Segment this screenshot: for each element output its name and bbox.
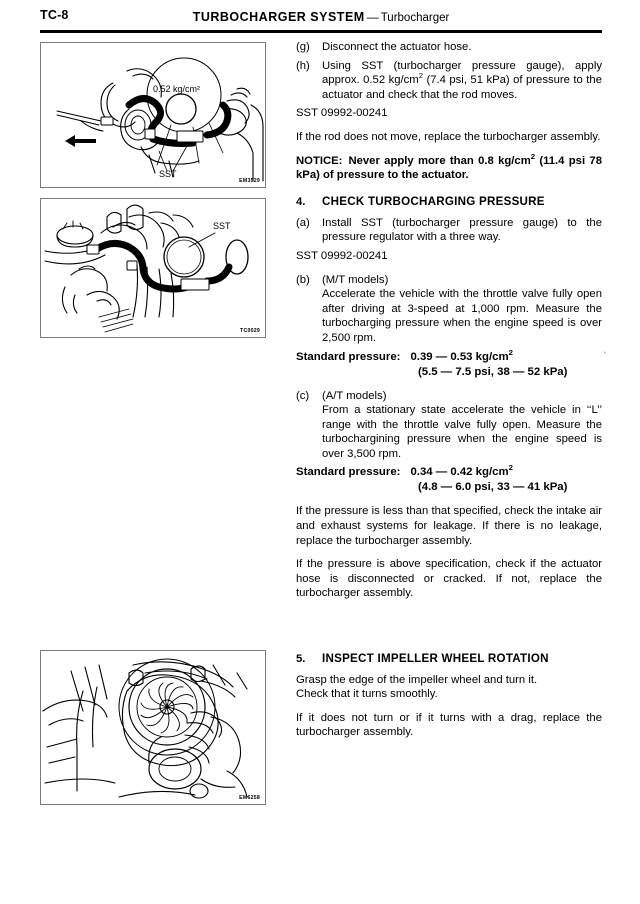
instruction-content-column xyxy=(296,40,602,610)
header-rule xyxy=(40,30,602,33)
standard-pressure-at xyxy=(296,465,602,495)
section-4-heading: CHECK TURBOCHARGING PRESSURE xyxy=(322,195,545,209)
notice-text-part-2: (11.4 psi 78 kPa) of pressure to the actuator. xyxy=(296,154,602,182)
section-5-note: If it does not turn or if it turns with a drag, replace the turbocharger assembly. xyxy=(296,711,602,739)
step-h-text xyxy=(322,59,602,103)
header-title-main: TURBOCHARGER SYSTEM xyxy=(192,10,365,24)
high-pressure-note: If the pressure is above specification, check if the actuator hose is disconnected or cracked. If not, replace the turbocharger assembly. xyxy=(296,558,602,600)
standard-pressure-at-line-1 xyxy=(296,465,602,480)
step-h-marker: (h) xyxy=(296,59,310,72)
pressure-value-label: 0.52 kg/cm² xyxy=(153,84,201,94)
section-5-heading: INSPECT IMPELLER WHEEL ROTATION xyxy=(322,652,549,665)
step-h-text-part-2: (7.4 psi, 51 kPa) of pressure to the actuator and check that the rod moves. xyxy=(322,74,602,101)
standard-pressure-mt-line-2: (5.5 — 7.5 psi, 38 — 52 kPa) xyxy=(418,365,568,378)
section-4-number: 4. xyxy=(296,196,306,209)
figure-id-code: EM3529 xyxy=(239,178,260,184)
standard-pressure-at-superscript: 2 xyxy=(508,463,513,473)
standard-pressure-mt xyxy=(296,347,602,380)
step-4c xyxy=(296,389,602,462)
standard-pressure-at-value-text: 0.34 — 0.42 kg/cm xyxy=(410,466,509,479)
figure-panel-impeller-wheel-rotation xyxy=(40,650,266,805)
sst-number-1: SST 09992-00241 xyxy=(296,107,388,120)
step-4c-body xyxy=(322,389,602,462)
section-5-column xyxy=(296,652,602,740)
step-4c-title: (A/T models) xyxy=(322,389,387,402)
standard-pressure-mt-value-text: 0.39 — 0.53 kg/cm xyxy=(410,350,509,363)
notice-block xyxy=(296,151,602,184)
header-title-dash: — xyxy=(366,10,379,24)
sst-callout-label: SST xyxy=(159,169,177,179)
page-header xyxy=(40,8,602,32)
impeller-wheel-illustration xyxy=(41,651,266,805)
step-h xyxy=(296,59,602,103)
low-pressure-note: If the pressure is less than that specified, check the intake air and exhaust systems for leakage. If there is no leakage, replace the turbocharger assembly. xyxy=(296,505,602,547)
standard-pressure-at-value xyxy=(400,465,602,480)
scan-artifact-mark: ‘ xyxy=(604,350,606,360)
figure-id-code: EM6258 xyxy=(239,795,260,801)
turbocharger-actuator-illustration xyxy=(41,43,266,188)
step-4b-body xyxy=(322,273,602,346)
step-4b xyxy=(296,273,602,346)
step-4b-title: (M/T models) xyxy=(322,273,389,286)
section-5-line-2: Check that it turns smoothly. xyxy=(296,688,438,701)
standard-pressure-at-label: Standard pressure: xyxy=(296,466,401,479)
sst-callout-label: SST xyxy=(213,221,231,231)
section-5-line-1: Grasp the edge of the impeller wheel and turn it. xyxy=(296,673,538,686)
standard-pressure-at-line-2: (4.8 — 6.0 psi, 33 — 41 kPa) xyxy=(418,481,568,494)
header-title xyxy=(40,8,602,26)
step-h-text-part-1: Using SST (turbocharger pressure gauge), apply approx. 0.52 kg/cm xyxy=(322,59,602,87)
figure-id-code: TC0029 xyxy=(240,328,260,334)
standard-pressure-mt-superscript: 2 xyxy=(508,347,513,357)
section-5-number: 5. xyxy=(296,653,306,665)
standard-pressure-mt-line-1 xyxy=(296,347,602,365)
step-4a-marker: (a) xyxy=(296,216,310,229)
step-4c-text: From a stationary state accelerate the vehicle in ‘‘L’’ range with the throttle valve fully open. Measure the turbochargining pressure when the engine speed is over 3,500 rpm. xyxy=(322,404,602,460)
standard-pressure-mt-value xyxy=(400,347,602,365)
page-number: TC-8 xyxy=(40,8,69,22)
sst-number-2: SST 09992-00241 xyxy=(296,249,388,262)
step-g-marker: (g) xyxy=(296,41,310,53)
step-4a-text: Install SST (turbocharger pressure gauge) to the pressure regulator with a three way. xyxy=(322,216,602,244)
step-g-text: Disconnect the actuator hose. xyxy=(322,41,472,53)
step-4a xyxy=(296,216,602,245)
engine-bay-sst-illustration xyxy=(41,199,266,338)
figure-panel-actuator-hose-test xyxy=(40,42,266,188)
rod-note-text: If the rod does not move, replace the turbocharger assembly. xyxy=(296,130,601,143)
notice-superscript: 2 xyxy=(530,151,536,161)
notice-lead-label: NOTICE: xyxy=(296,154,343,167)
step-4b-marker: (b) xyxy=(296,273,310,286)
section-4-heading-row xyxy=(296,195,602,210)
step-4b-text: Accelerate the vehicle with the throttle valve fully open after driving at 3-speed at 1,000 rpm. Measure the turbocharging pressure when the engine speed is over 2,500 rpm. xyxy=(322,288,602,344)
figure-panel-pressure-regulator-hookup xyxy=(40,198,266,338)
notice-text-part-1: Never apply more than 0.8 kg/cm xyxy=(348,154,531,167)
step-g xyxy=(296,40,602,55)
standard-pressure-mt-label: Standard pressure: xyxy=(296,350,401,363)
section-5-heading-row xyxy=(296,652,602,667)
step-4c-marker: (c) xyxy=(296,389,310,402)
step-h-superscript: 2 xyxy=(418,71,423,81)
header-title-sub: Turbocharger xyxy=(380,12,450,24)
